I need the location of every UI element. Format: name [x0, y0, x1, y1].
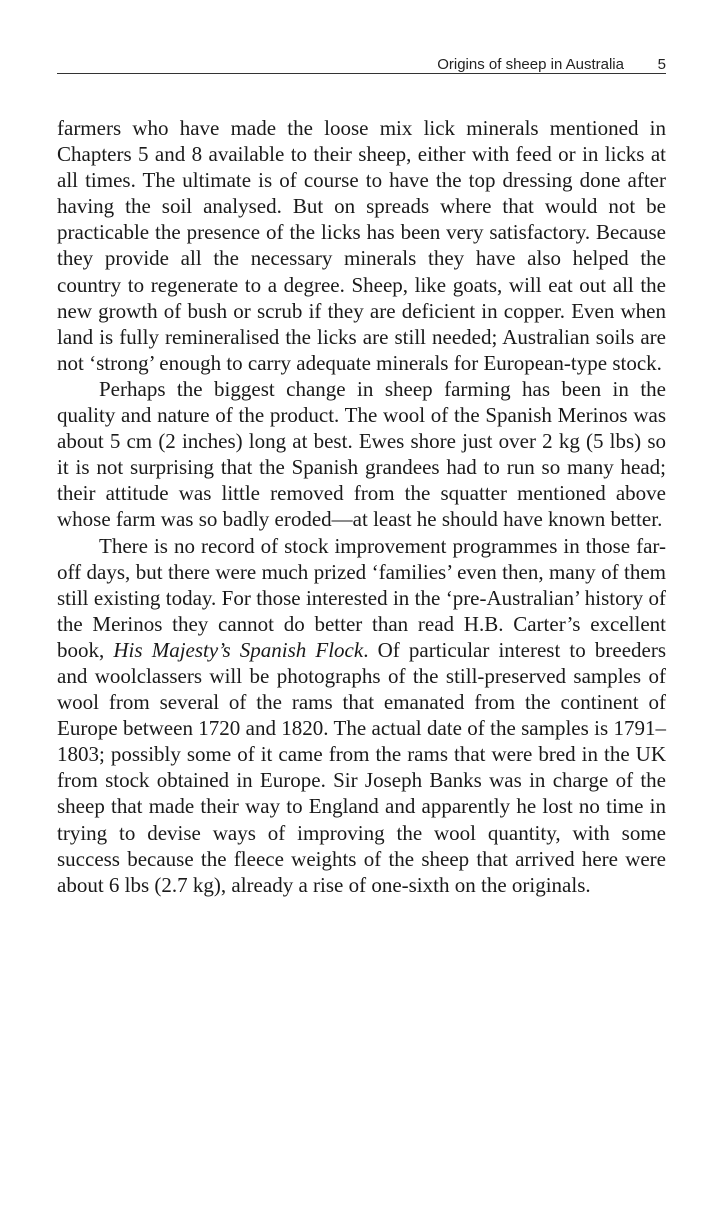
page-number: 5 — [657, 56, 666, 73]
running-header — [57, 55, 666, 74]
paragraph-continuation: farmers who have made the loose mix lick minerals mentioned in Chapters 5 and 8 available to their sheep, either with feed or in licks at all times. The ultimate is of course to have the top dressing done after having the soil analysed. But on spreads where that would not be practicable the presence of the licks has been very satisfactory. Because they provide all the necessary minerals they have also helped the country to regenerate to a degree. Sheep, like goats, will eat out all the new growth of bush or scrub if they are deficient in copper. Even when land is fully remineralised the licks are still needed; Australian soils are not ‘strong’ enough to carry adequate minerals for European-type stock. — [57, 116, 666, 375]
paragraph-product-quality: Perhaps the biggest change in sheep farming has been in the quality and nature of the product. The wool of the Spanish Merinos was about 5 cm (2 inches) long at best. Ewes shore just over 2 kg (5 lbs) so it is not surprising that the Spanish grandees had to run so many head; their attitude was little removed from the squatter mentioned above whose farm was so badly eroded—at least he should have known better. — [57, 376, 666, 532]
running-header-title: Origins of sheep in Australia — [437, 56, 624, 73]
body-text — [57, 115, 666, 898]
paragraph-text-part: . Of particular interest to breeders and woolclassers will be photographs of the still-preserved samples of wool from several of the rams that emanated from the continent of Europe between 1720 and 1820. The actual date of the samples is 1791–1803; possibly some of it came from the rams that were bred in the UK from stock obtained in Europe. Sir Joseph Banks was in charge of the sheep that made their way to England and apparently he lost no time in trying to devise ways of improving the wool quantity, with some success because the fleece weights of the sheep that arrived here were about 6 lbs (2.7 kg), already a rise of one-sixth on the originals. — [57, 637, 667, 897]
book-title: His Majesty’s Spanish Flock — [113, 637, 364, 662]
paragraph-stock-improvement — [57, 533, 666, 898]
paragraph-text-part: There is no record of stock improvement programmes in those far-off days, but there were much prized ‘families’ even then, many of them still existing today. For those interested in the ‘pre-Australian’ history of the Merinos they cannot do better than read H.B. Carter’s excellent book, — [57, 533, 666, 662]
